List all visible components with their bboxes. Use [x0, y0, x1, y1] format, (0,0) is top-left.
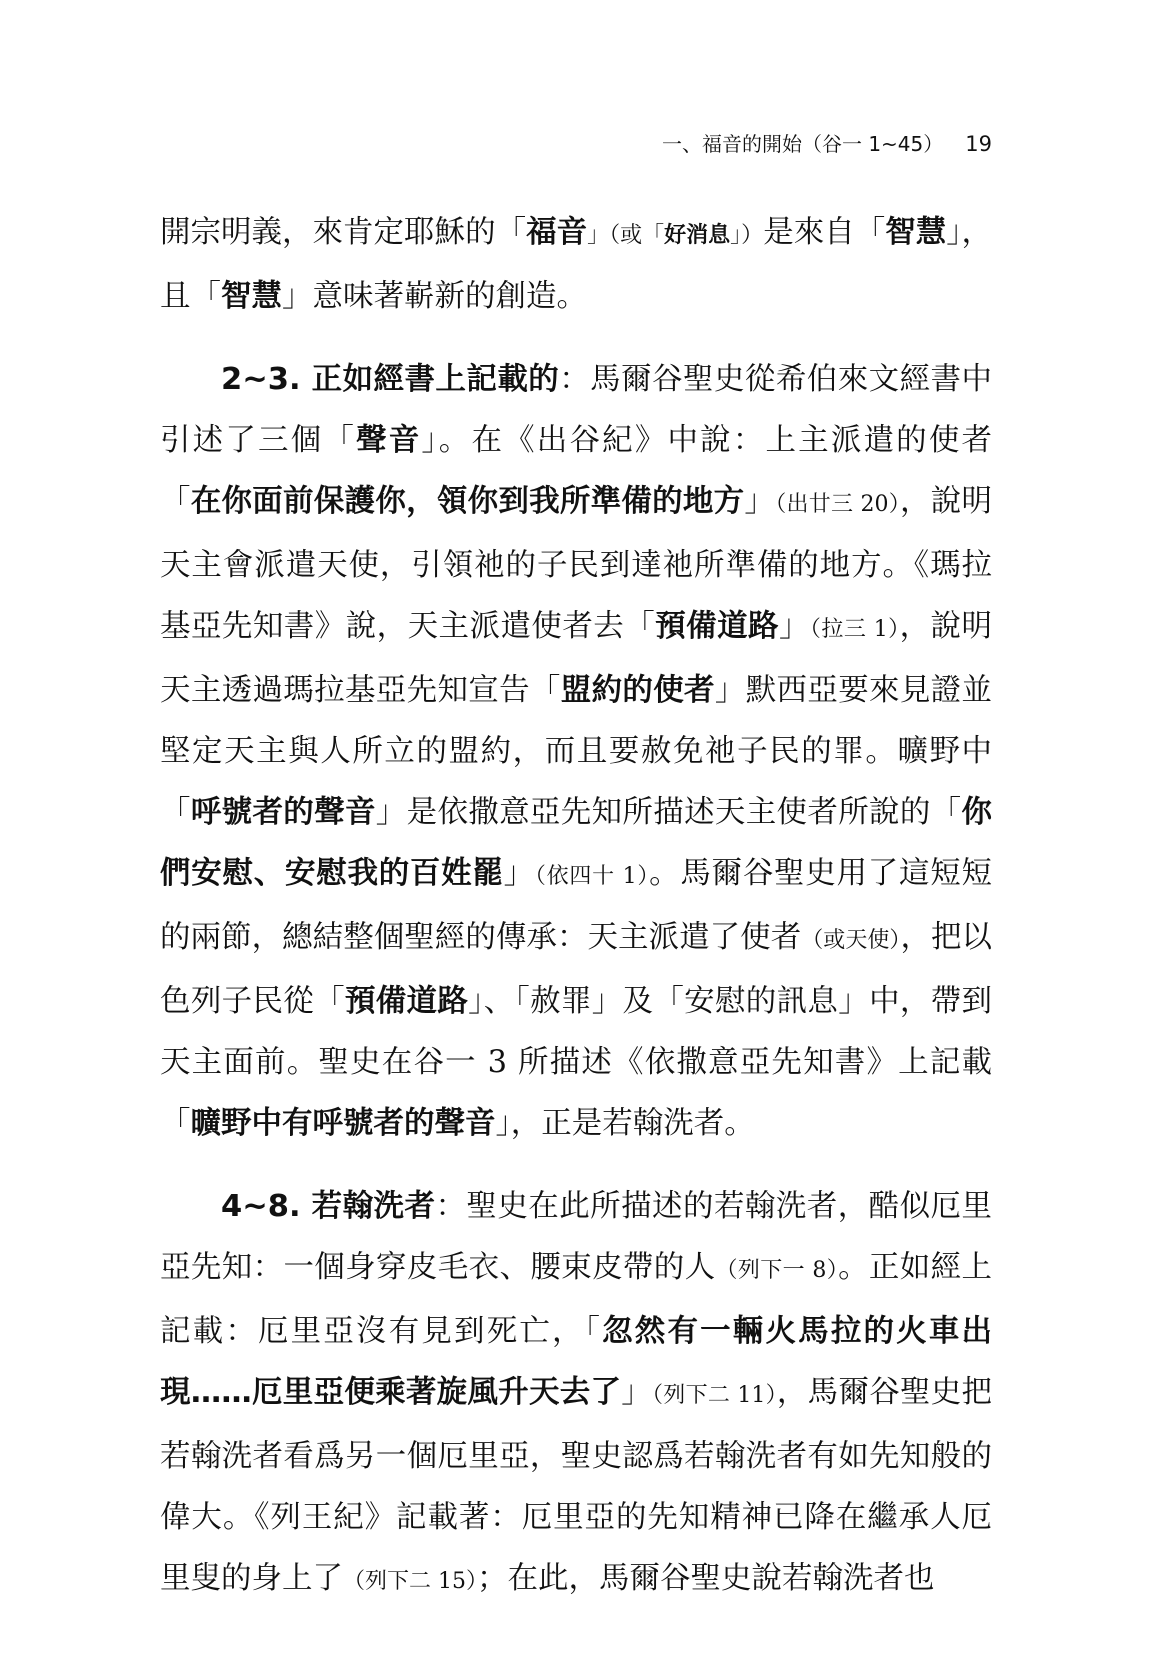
- chapter-title: 一、福音的開始（谷一 1~45）: [661, 132, 944, 156]
- citation-text: （列下二 15）: [343, 1569, 477, 1594]
- body-text: [160, 202, 992, 1612]
- text-run: ：聖史在此所描述的若翰洗者，酷似厄里亞先知：一個身穿皮毛衣、腰束皮帶的人: [160, 1189, 992, 1285]
- text-run: 」: [744, 484, 776, 519]
- paragraph: [160, 1176, 992, 1612]
- emphasis-text: 盟約的使者: [560, 673, 715, 708]
- text-run: ，說明天主透過瑪拉基亞先知宣告「: [160, 609, 993, 708]
- text-run: 開宗明義，來肯定耶穌的「: [160, 215, 527, 250]
- text-run: 」、「赦罪」及「安慰的訊息」中，帶到天主面前。聖史在谷一 3 所描述《依撒意亞先知書》上記載「: [160, 984, 993, 1141]
- emphasis-text: 智慧: [885, 215, 947, 250]
- text-run: ，把以色列子民從「: [160, 920, 993, 1019]
- text-run: 」: [503, 856, 535, 891]
- page-number: 19: [965, 132, 992, 156]
- text-run: 」是依撒意亞先知所描述天主使者所說的「: [375, 795, 962, 830]
- text-run: 」，正是若翰洗者。: [495, 1106, 755, 1141]
- citation-text: 」）: [730, 223, 764, 248]
- citation-text: （列下二 11）: [652, 1383, 777, 1408]
- text-run: ，馬爾谷聖史把若翰洗者看爲另一個厄里亞，聖史認爲若翰洗者有如先知般的偉大。《列王紀》記載著：厄里亞的先知精神已降在繼承人厄里叟的身上了: [160, 1375, 993, 1596]
- emphasis-text: 聲音: [356, 423, 422, 458]
- running-header: [160, 128, 992, 160]
- emphasis-text: 預備道路: [344, 984, 469, 1019]
- emphasis-text: 智慧: [221, 279, 282, 314]
- paragraph: [160, 202, 992, 327]
- text-run: ：馬爾谷聖史從希伯來文經書中引述了三個「: [160, 362, 992, 458]
- text-run: 。馬爾谷聖史用了這短短的兩節，總結整個聖經的傳承：天主派遣了使者: [160, 856, 993, 955]
- text-run: ；在此，馬爾谷聖史說若翰洗者也: [477, 1561, 935, 1596]
- citation-text: （列下一 8）: [715, 1258, 839, 1283]
- emphasis-text: 呼號者的聲音: [190, 795, 376, 830]
- citation-text: （依四十 1）: [534, 864, 650, 889]
- text-run: 。正如經上記載：厄里亞沒有見到死亡，「: [160, 1250, 993, 1349]
- text-run: 」意味著嶄新的創造。: [282, 279, 587, 314]
- paragraph: [160, 349, 992, 1154]
- text-run: 」。在《出谷紀》中說：上主派遣的使者「: [160, 423, 993, 519]
- citation-text: （拉三 1）: [809, 617, 900, 642]
- emphasis-text: 4~8. 若翰洗者: [221, 1189, 436, 1224]
- emphasis-text: 福音: [526, 215, 588, 250]
- citation-text: （或天使）: [801, 928, 901, 953]
- citation-emphasis-text: 好消息: [664, 223, 731, 248]
- emphasis-text: 預備道路: [655, 609, 779, 644]
- emphasis-text: 忽然有一輛火馬拉的火車出現……厄里亞便乘著旋風升天去了: [160, 1314, 993, 1410]
- citation-text: 」（或「: [587, 223, 665, 248]
- text-run: 是來自「: [763, 215, 886, 250]
- emphasis-text: 2~3. 正如經書上記載的: [221, 362, 560, 397]
- text-run: 」: [778, 609, 810, 644]
- text-run: 」默西亞要來見證並堅定天主與人所立的盟約，而且要赦免祂子民的罪。曠野中「: [160, 673, 993, 830]
- emphasis-text: 曠野中有呼號者的聲音: [190, 1106, 496, 1141]
- text-run: 」，且「: [160, 215, 992, 314]
- emphasis-text: 你們安慰、安慰我的百姓罷: [160, 795, 993, 891]
- emphasis-text: 在你面前保護你，領你到我所準備的地方: [190, 484, 745, 519]
- text-run: 」: [621, 1375, 653, 1410]
- text-run: ，說明天主會派遣天使，引領祂的子民到達祂所準備的地方。《瑪拉基亞先知書》說，天主派遣使者去「: [160, 484, 993, 644]
- citation-text: （出廿三 20）: [775, 492, 900, 517]
